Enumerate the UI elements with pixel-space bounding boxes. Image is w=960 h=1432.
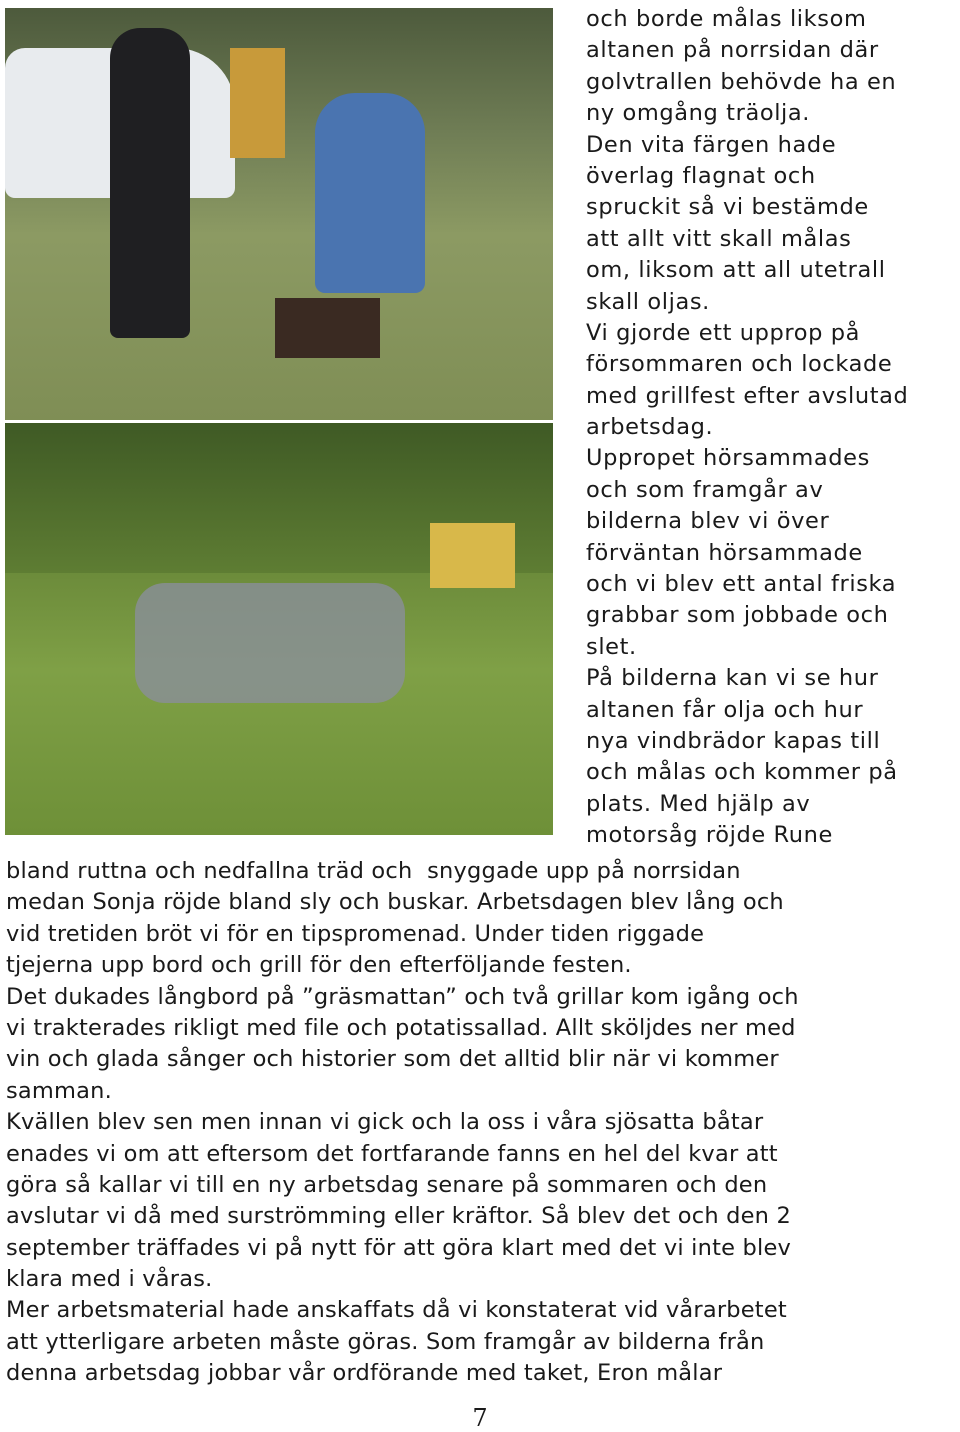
text-line: att allt vitt skall målas xyxy=(586,225,852,252)
yellow-cabin xyxy=(430,523,515,588)
text-line: Mer arbetsmaterial hade anskaffats då vi konstaterat vid vårarbetet xyxy=(6,1297,787,1324)
text-line: att ytterligare arbeten måste göras. Som framgår av bilderna från xyxy=(6,1328,765,1355)
text-line: medan Sonja röjde bland sly och buskar. Arbetsdagen blev lång och xyxy=(6,889,784,916)
text-line: slet. xyxy=(586,633,637,660)
text-line: vid tretiden bröt vi för en tipspromenad. Under tiden riggade xyxy=(6,920,705,947)
column-text xyxy=(586,4,908,852)
seated-man xyxy=(315,93,425,293)
text-line: Uppropet hörsammades xyxy=(586,445,870,472)
text-line: och borde målas liksom xyxy=(586,6,867,32)
text-line: och som framgår av xyxy=(586,476,824,503)
text-line: september träffades vi på nytt för att göra klart med det vi inte blev xyxy=(6,1234,791,1261)
text-line: och vi blev ett antal friska xyxy=(586,571,897,598)
text-line: göra så kallar vi till en ny arbetsdag senare på sommaren och den xyxy=(6,1171,768,1198)
text-line: motorsåg röjde Rune xyxy=(586,822,833,849)
text-line: avslutar vi då med surströmming eller kräftor. Så blev det och den 2 xyxy=(6,1203,791,1230)
photo-men-at-grill xyxy=(5,8,553,420)
text-line: Den vita färgen hade xyxy=(586,131,837,158)
van-door xyxy=(230,48,285,158)
text-line: bland ruttna och nedfallna träd och snyggade upp på norrsidan xyxy=(6,858,741,884)
text-line: skall oljas. xyxy=(586,288,710,315)
text-line: plats. Med hjälp av xyxy=(586,790,811,817)
text-line: På bilderna kan vi se hur xyxy=(586,665,879,692)
text-line: spruckit så vi bestämde xyxy=(586,194,869,221)
text-line: enades vi om att eftersom det fortfarande fanns en hel del kvar att xyxy=(6,1140,778,1167)
text-line: förväntan hörsammade xyxy=(586,539,863,566)
photo-party-on-lawn xyxy=(5,423,553,835)
text-line: Vi gjorde ett upprop på xyxy=(586,319,861,346)
text-line: golvtrallen behövde ha en xyxy=(586,68,897,95)
body-text xyxy=(6,856,799,1390)
people-group xyxy=(135,583,405,703)
grill xyxy=(275,298,380,358)
page-number: 7 xyxy=(472,1404,488,1432)
text-line: bilderna blev vi över xyxy=(586,508,830,535)
text-line: och målas och kommer på xyxy=(586,759,898,786)
text-line: försommaren och lockade xyxy=(586,351,893,378)
text-line: överlag flagnat och xyxy=(586,162,816,189)
text-line: ny omgång träolja. xyxy=(586,100,811,127)
text-line: om, liksom att all utetrall xyxy=(586,257,886,284)
text-line: samman. xyxy=(6,1077,112,1104)
text-line: vi trakterades rikligt med file och potatissallad. Allt sköljdes ner med xyxy=(6,1014,796,1041)
text-line: nya vindbrädor kapas till xyxy=(586,727,881,754)
text-line: arbetsdag. xyxy=(586,414,714,441)
text-line: Det dukades långbord på ”gräsmattan” och två grillar kom igång och xyxy=(6,983,799,1010)
text-line: grabbar som jobbade och xyxy=(586,602,889,629)
text-line: Kvällen blev sen men innan vi gick och la oss i våra sjösatta båtar xyxy=(6,1109,764,1136)
text-line: vin och glada sånger och historier som det alltid blir när vi kommer xyxy=(6,1046,779,1073)
standing-man xyxy=(110,28,190,338)
text-line: klara med i våras. xyxy=(6,1266,213,1293)
text-line: altanen får olja och hur xyxy=(586,696,864,723)
text-line: tjejerna upp bord och grill för den efterföljande festen. xyxy=(6,952,632,979)
text-line: med grillfest efter avslutad xyxy=(586,382,909,409)
text-line: altanen på norrsidan där xyxy=(586,37,879,64)
text-line: denna arbetsdag jobbar vår ordförande med taket, Eron målar xyxy=(6,1360,723,1387)
